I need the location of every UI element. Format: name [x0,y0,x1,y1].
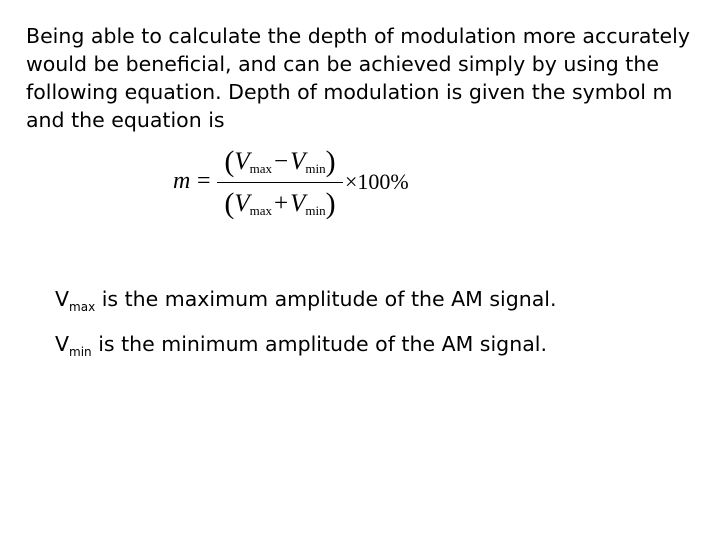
vmin-subscript: min [69,345,92,359]
numerator-close-paren: ) [325,145,336,178]
equals-sign: = [197,168,211,194]
numerator-v1: V [234,148,250,175]
numerator-vmin [290,148,326,175]
vmax-symbol: V [55,287,70,311]
vmax-definition-text: is the maximum amplitude of the AM signal. [95,287,557,311]
numerator-operator: − [274,148,289,175]
fraction-bar [217,182,343,183]
equation-lhs: m [173,168,191,194]
denominator-vmin [290,190,326,217]
denominator-v2: V [290,190,306,217]
denominator-vmax [234,190,272,217]
vmax-subscript: max [69,300,96,314]
times-100-percent: ×100% [345,169,409,194]
denominator-open-paren: ( [224,187,235,220]
equation-numerator [217,143,343,177]
intro-paragraph: Being able to calculate the depth of modulation more accurately would be beneficial, and can be achieved simply by using the following equation. Depth of modulation is given the symbol m and the equation is [26,24,690,132]
vmin-definition-text: is the minimum amplitude of the AM signal. [91,332,547,356]
denominator-v1: V [234,190,250,217]
denominator-close-paren: ) [325,187,336,220]
numerator-open-paren: ( [224,145,235,178]
numerator-sub2: min [305,161,326,176]
denominator-sub1: max [249,203,273,218]
numerator-v2: V [290,148,306,175]
equation-denominator [217,185,343,219]
modulation-depth-equation [170,143,430,223]
vmin-symbol: V [55,332,70,356]
numerator-vmax [234,148,272,175]
vmax-definition [55,287,557,314]
numerator-sub1: max [249,161,273,176]
vmin-definition [55,332,547,359]
denominator-operator: + [274,190,289,217]
denominator-sub2: min [305,203,326,218]
